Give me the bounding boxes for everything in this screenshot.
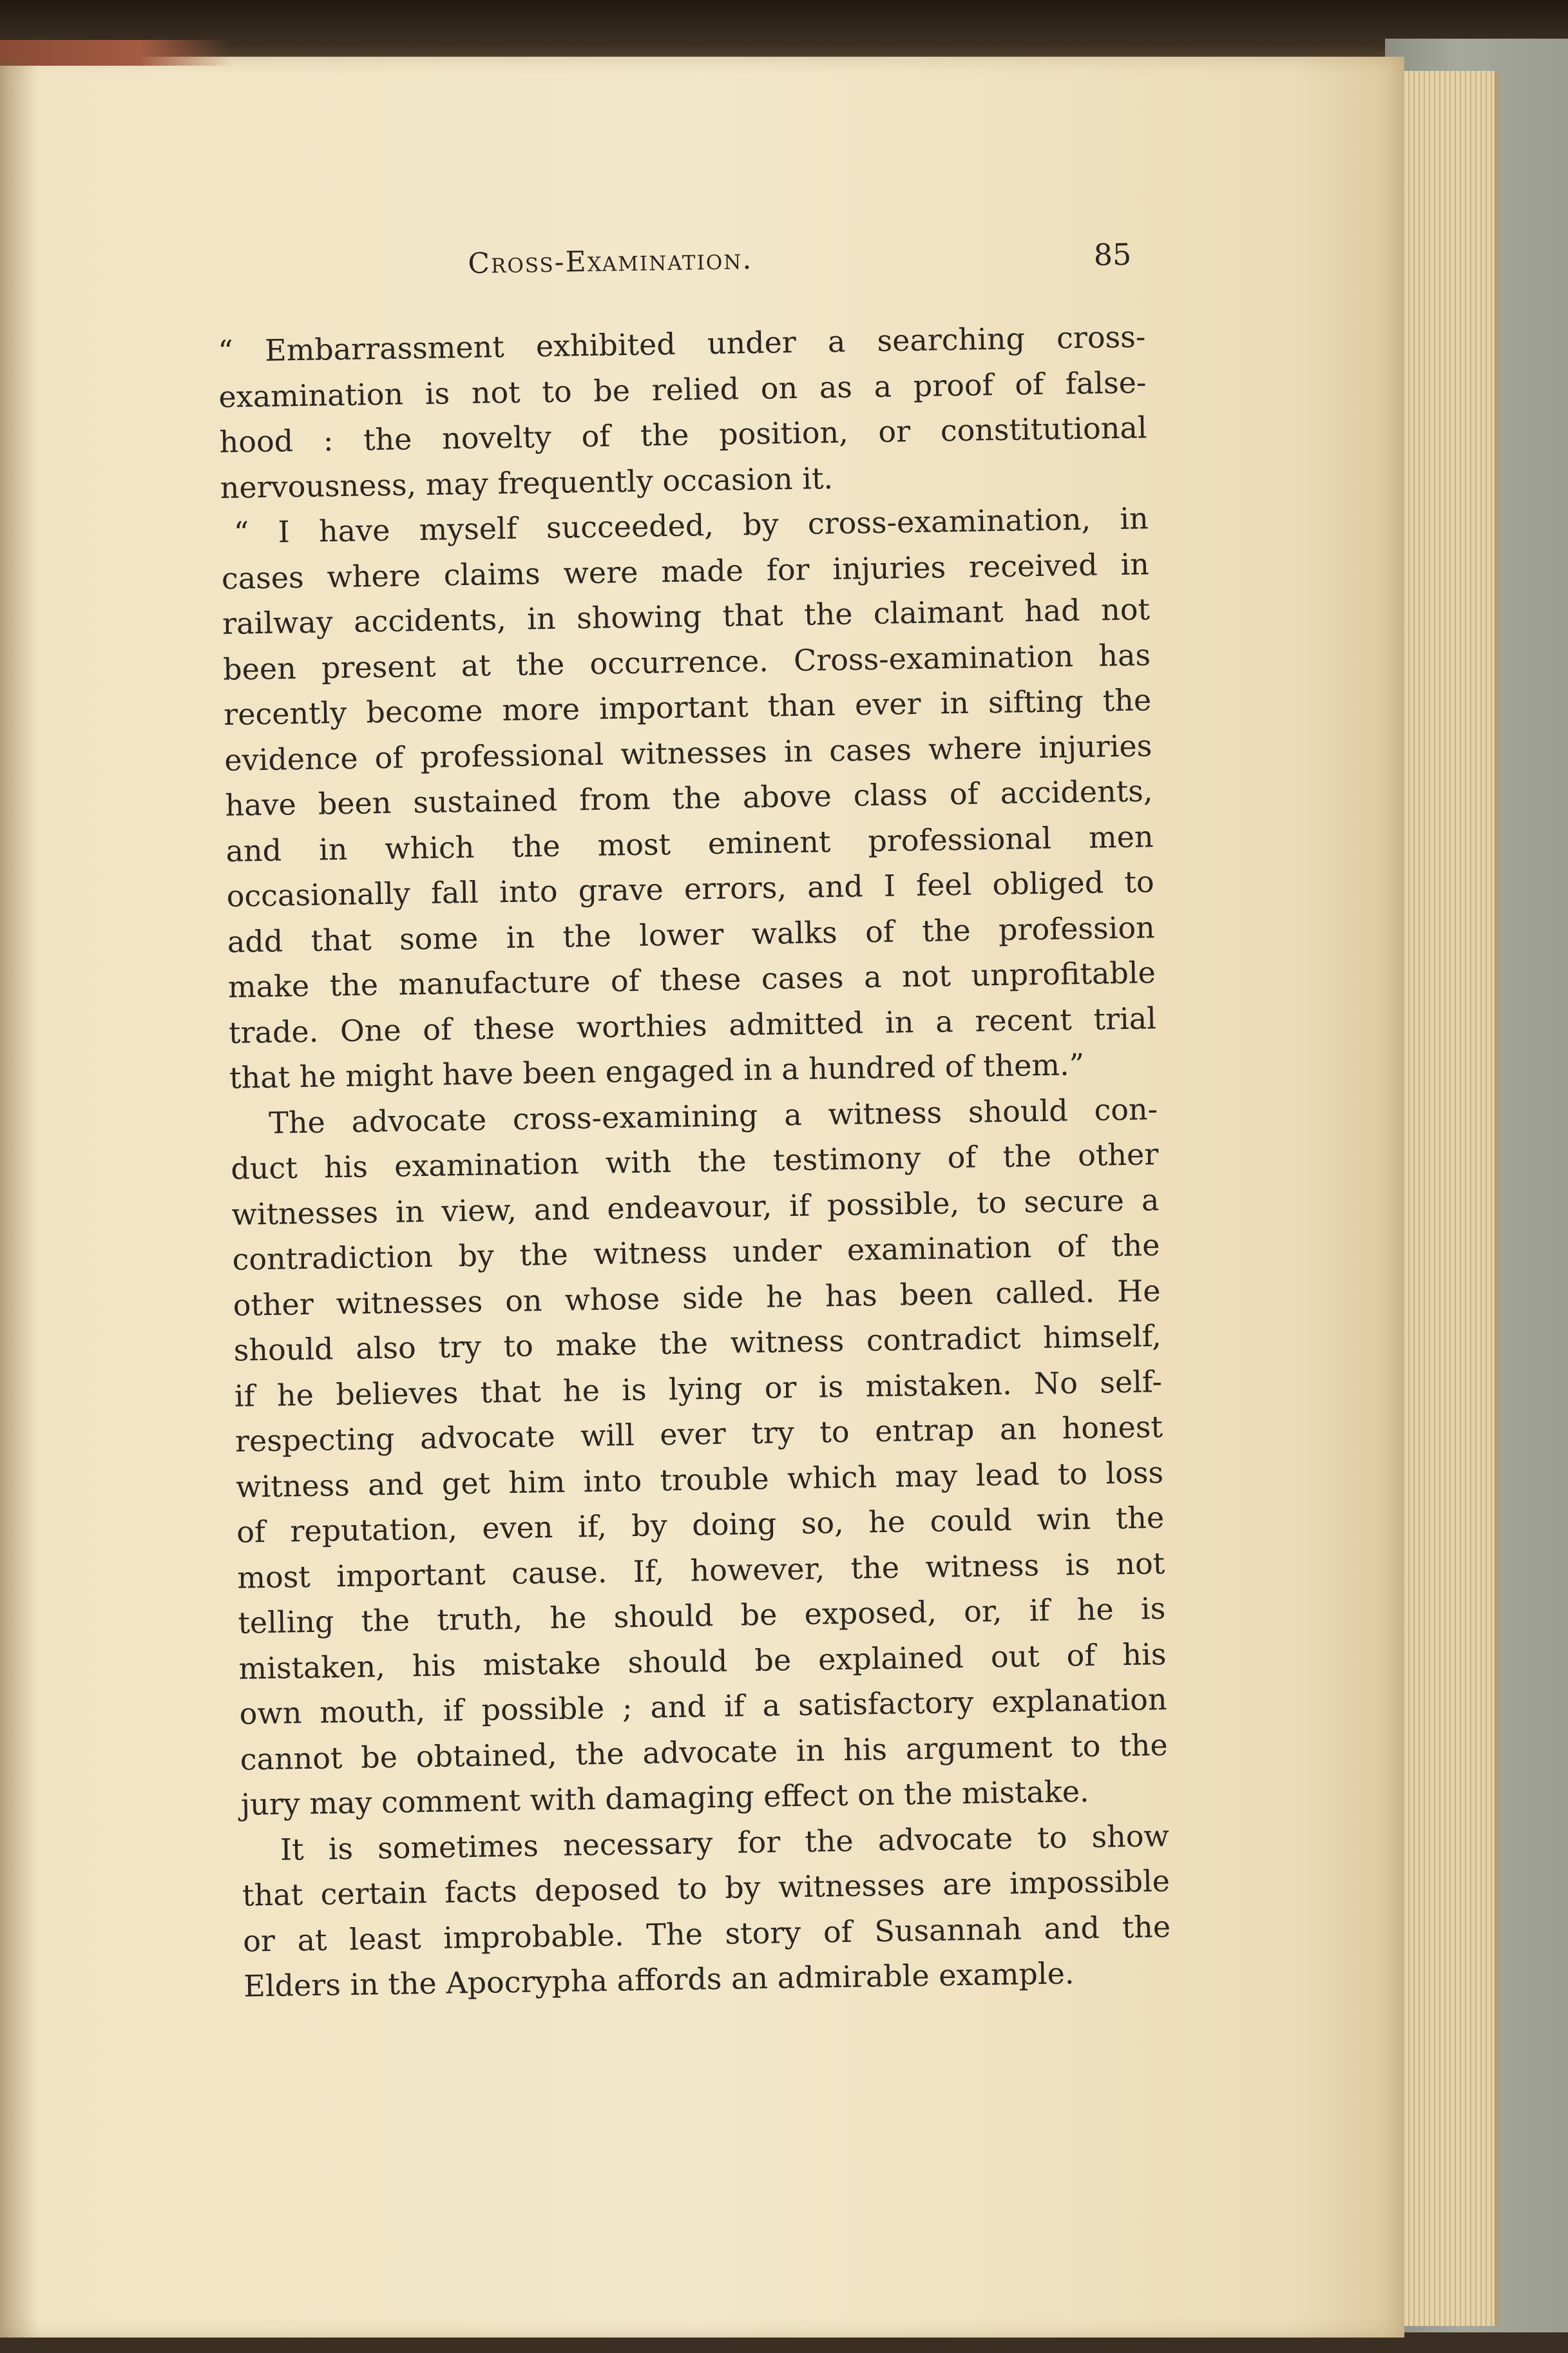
text-line: examination is not to be relied on as a proof of false- [218,364,1147,414]
text-line: mistaken, his mistake should be explained out of his [238,1636,1167,1686]
gutter-shadow [0,57,39,2338]
text-line: Elders in the Apocrypha affords an admirable example. [243,1955,1075,2004]
text-line: that he might have been engaged in a hundred of them.” [229,1046,1085,1095]
paragraph-3 [230,1086,1169,1827]
page-number: 85 [1093,236,1132,273]
text-line: cases where claims were made for injuries received in [221,546,1150,596]
text-line: that certain facts deposed to by witnesses are impossible [242,1863,1171,1913]
text-line: evidence of professional witnesses in cases where injuries [224,727,1152,778]
text-line: “ I have myself succeeded, by cross-examination, in [233,501,1149,550]
text-line: It is sometimes necessary for the advocate to show [280,1818,1170,1867]
text-line: of reputation, even if, by doing so, he could win the [236,1500,1165,1550]
text-block [216,236,1172,2009]
text-line: “ Embarrassment exhibited under a searching cross- [218,319,1146,369]
text-line: witnesses in view, and endeavour, if possible, to secure a [231,1182,1160,1232]
paragraph-4 [241,1813,1171,2010]
text-line: occasionally fall into grave errors, and I feel obliged to [226,864,1154,914]
text-line: own mouth, if possible ; and if a satisfactory explanation [239,1682,1167,1731]
text-line: if he believes that he is lying or is mistaken. No self- [234,1363,1163,1414]
text-line: and in which the most eminent professional men [225,818,1154,869]
running-title: Cross-Examination. [467,242,753,280]
text-line: other witnesses on whose side he has been called. He [233,1273,1161,1323]
text-line: hood : the novelty of the position, or constitutional [219,410,1147,459]
text-line: have been sustained from the above class of accidents, [225,773,1153,823]
text-line: contradiction by the witness under examination of the [232,1227,1160,1277]
text-line: telling the truth, he should be exposed, or, if he is [238,1591,1166,1640]
text-line: cannot be obtained, the advocate in his argument to the [240,1727,1169,1777]
text-line: most important cause. If, however, the witness is not [236,1545,1165,1595]
paragraph-2 [220,495,1157,1100]
text-line: railway accidents, in showing that the claimant had not [222,591,1151,641]
text-line: The advocate cross-examining a witness should con- [268,1091,1158,1140]
binding-edge [0,0,1568,64]
text-line: witness and get him into trouble which may lead to loss [235,1454,1164,1504]
text-line: jury may comment with damaging effect on the mistake. [240,1774,1089,1822]
text-line: add that some in the lower walks of the profession [227,909,1156,959]
text-line: respecting advocate will ever try to entrap an honest [234,1409,1163,1459]
text-line: or at least improbable. The story of Susannah and the [242,1908,1171,1959]
text-line: been present at the occurrence. Cross-examination has [222,637,1151,687]
text-line: make the manufacture of these cases a not unprofitable [227,955,1156,1004]
text-line: should also try to make the witness contradict himself, [233,1318,1162,1368]
text-line: duct his examination with the testimony of the other [230,1137,1159,1186]
text-line: nervousness, may frequently occasion it. [220,460,834,505]
text-line: trade. One of these worthies admitted in a recent trial [228,1000,1157,1050]
text-line: recently become more important than ever in sifting the [223,682,1152,732]
paragraph-1 [218,314,1148,510]
